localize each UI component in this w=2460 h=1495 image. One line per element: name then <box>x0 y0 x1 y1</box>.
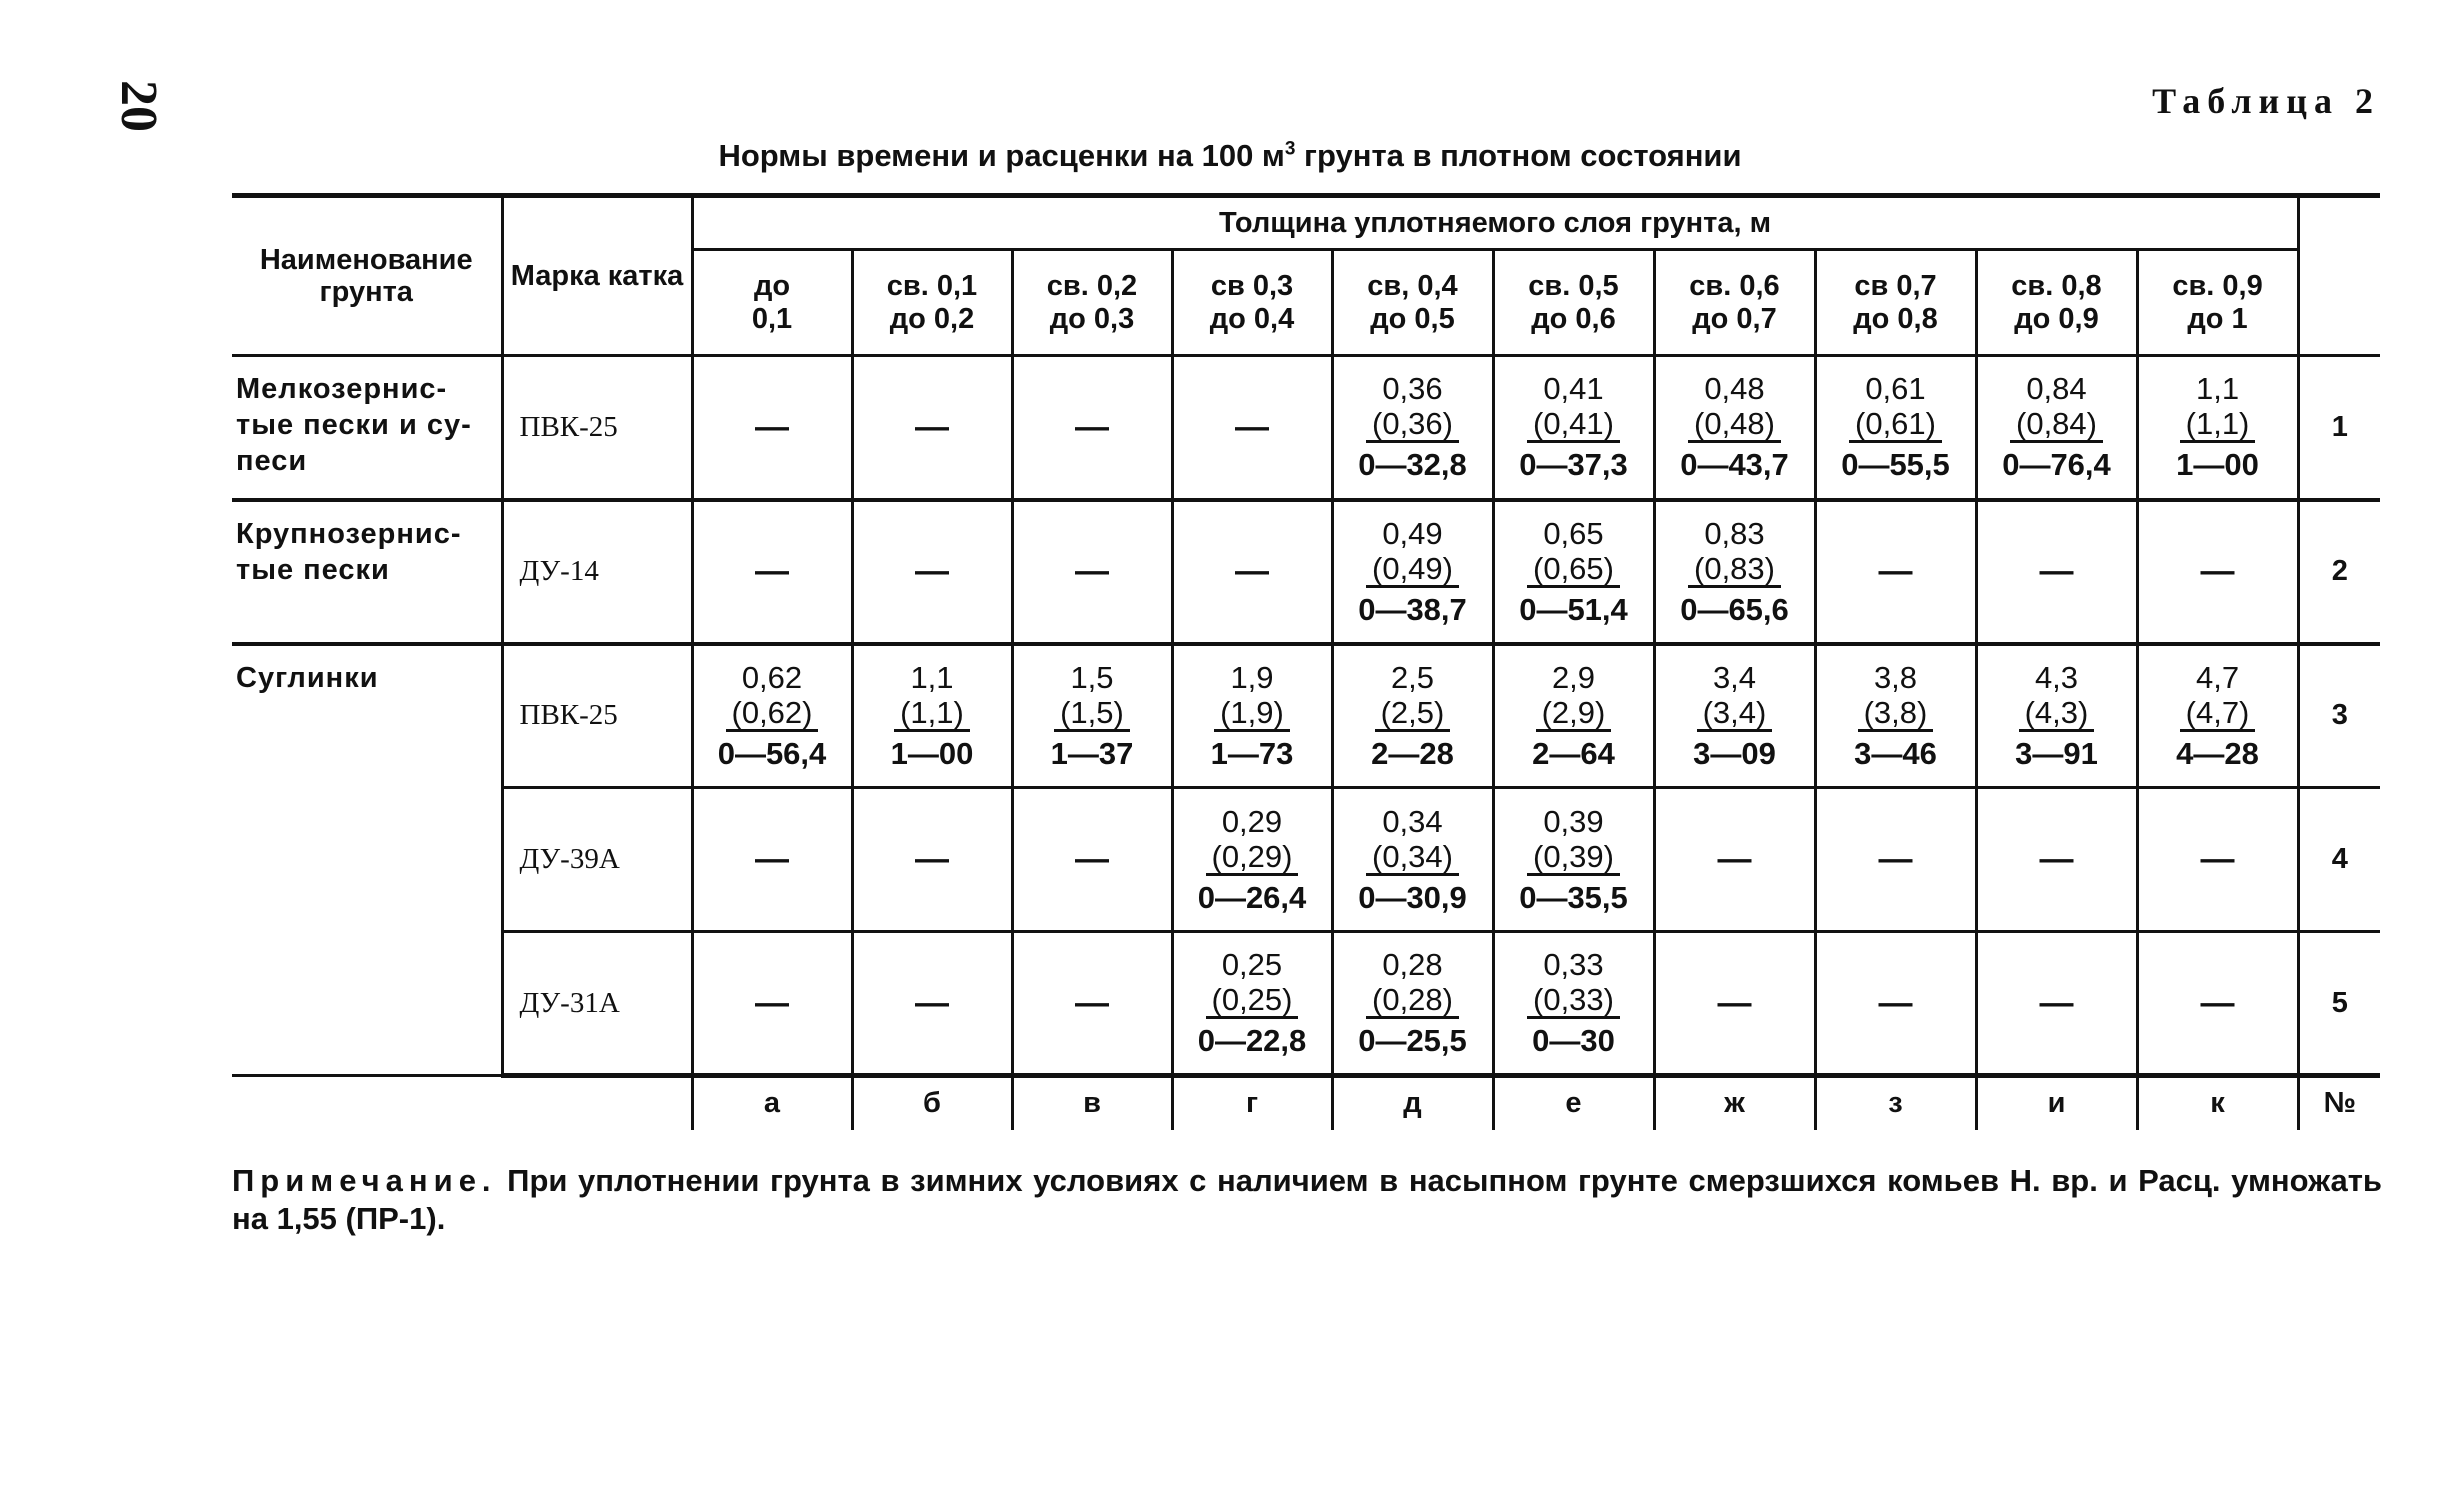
norm-value <box>1198 947 1307 1059</box>
empty-dash: — <box>1878 552 1913 590</box>
time-norm-paren: (3,8) <box>1858 697 1934 732</box>
value-cell <box>1493 932 1654 1076</box>
value-cell <box>1654 500 1815 644</box>
column-header-line1: св. 0,9 <box>2172 269 2263 302</box>
column-header-1 <box>692 250 852 356</box>
norm-value <box>2002 371 2111 483</box>
time-norm: 0,83 <box>1704 515 1765 551</box>
value-cell <box>1976 356 2137 500</box>
time-norm-paren: (0,84) <box>2010 408 2103 443</box>
value-cell <box>1012 500 1172 644</box>
column-letter: з <box>1815 1076 1976 1130</box>
norm-value <box>2176 371 2259 483</box>
header-thickness: Толщина уплотняемого слоя грунта, м <box>692 196 2298 250</box>
value-cell <box>1172 500 1332 644</box>
value-cell <box>1654 932 1815 1076</box>
time-norm: 0,34 <box>1382 803 1443 839</box>
empty-dash: — <box>1235 552 1269 590</box>
norm-value <box>1358 516 1467 628</box>
value-cell <box>2137 356 2298 500</box>
norm-value <box>1680 371 1789 483</box>
rate-price: 0—25,5 <box>1358 1023 1467 1058</box>
value-cell <box>1815 500 1976 644</box>
rate-price: 2—64 <box>1532 735 1615 771</box>
norm-value <box>1519 804 1628 916</box>
table-caption <box>230 138 2230 174</box>
norm-value <box>891 660 974 772</box>
value-cell <box>692 932 852 1076</box>
empty-dash: — <box>915 407 949 446</box>
time-norm: 2,9 <box>1551 659 1596 695</box>
column-header-line1: св. 0,2 <box>1046 269 1138 302</box>
time-norm: 0,62 <box>741 659 803 695</box>
empty-dash: — <box>755 407 789 446</box>
time-norm: 0,65 <box>1543 515 1604 551</box>
time-norm: 3,8 <box>1873 659 1918 695</box>
norm-value <box>1358 371 1467 483</box>
time-norm-paren: (0,49) <box>1366 553 1459 588</box>
row-number: 5 <box>2298 932 2380 1076</box>
time-norm: 0,61 <box>1865 371 1926 407</box>
value-cell <box>2137 500 2298 644</box>
column-letter: в <box>1012 1076 1172 1130</box>
empty-dash: — <box>1717 840 1752 878</box>
time-norm-paren: (0,33) <box>1527 984 1620 1019</box>
column-header-8 <box>1815 250 1976 356</box>
rate-price: 0—55,5 <box>1841 447 1950 483</box>
column-header-line1: св. 0,1 <box>886 269 978 302</box>
time-norm-paren: (0,28) <box>1366 984 1459 1019</box>
column-header-line2: до 0,5 <box>1370 302 1455 335</box>
time-norm-paren: (0,29) <box>1206 841 1299 876</box>
value-cell <box>1654 644 1815 788</box>
time-norm-paren: (0,48) <box>1688 408 1781 443</box>
table-label: Таблица 2 <box>2152 81 2380 121</box>
table-body <box>232 196 2380 1130</box>
soil-name: Суглинки <box>236 661 379 694</box>
empty-dash: — <box>2039 983 2074 1022</box>
row-number: 4 <box>2298 788 2380 932</box>
rate-price: 0—37,3 <box>1519 447 1628 483</box>
time-norm-paren: (0,39) <box>1527 841 1620 876</box>
note-lead: Примечание. <box>232 1163 497 1198</box>
rate-price: 1—00 <box>890 735 974 771</box>
time-norm: 2,5 <box>1390 659 1435 695</box>
time-norm: 0,39 <box>1543 803 1604 839</box>
time-norm-paren: (0,62) <box>726 697 819 732</box>
value-cell <box>1654 788 1815 932</box>
value-cell <box>2137 788 2298 932</box>
column-letter: б <box>852 1076 1012 1130</box>
empty-dash: — <box>2200 552 2235 590</box>
time-norm-paren: (0,34) <box>1366 841 1459 876</box>
norm-value <box>1680 516 1789 628</box>
table-row <box>232 788 2380 932</box>
norm-value <box>1693 660 1776 772</box>
value-cell <box>1976 644 2137 788</box>
value-cell <box>852 500 1012 644</box>
value-cell <box>1815 356 1976 500</box>
rate-price: 4—28 <box>2176 735 2259 771</box>
column-header-2 <box>852 250 1012 356</box>
time-norm: 0,84 <box>2026 371 2087 407</box>
letters-blank <box>502 1076 692 1130</box>
column-header-4 <box>1172 250 1332 356</box>
roller-mark: ПВК-25 <box>502 356 692 500</box>
rate-price: 0—26,4 <box>1197 879 1307 915</box>
norm-value <box>1532 660 1615 772</box>
norm-value <box>1371 660 1454 772</box>
time-norm: 1,9 <box>1230 659 1274 695</box>
norm-value <box>1519 371 1628 483</box>
norm-value <box>1841 371 1950 483</box>
row-number: 1 <box>2298 356 2380 500</box>
empty-dash: — <box>1075 407 1109 446</box>
value-cell <box>692 356 852 500</box>
time-norm-paren: (1,1) <box>894 697 970 732</box>
empty-dash: — <box>1075 840 1109 878</box>
time-norm-paren: (0,83) <box>1688 553 1781 588</box>
empty-dash: — <box>1075 552 1109 590</box>
column-header-line2: до 0,3 <box>1049 302 1135 335</box>
time-norm: 0,49 <box>1382 515 1443 551</box>
column-header-line2: до 0,6 <box>1531 302 1616 335</box>
value-cell <box>1332 644 1493 788</box>
header-soil-name: Наименование грунта <box>232 196 502 356</box>
table-row <box>232 644 2380 788</box>
time-norm: 0,41 <box>1543 371 1604 407</box>
value-cell <box>1493 788 1654 932</box>
time-norm: 0,28 <box>1382 947 1443 982</box>
column-header-line2: до 0,8 <box>1853 302 1938 335</box>
letters-blank <box>232 1076 502 1130</box>
caption-text: Нормы времени и расценки на 100 м <box>718 138 1285 173</box>
time-norm: 1,1 <box>910 659 954 695</box>
column-letter: г <box>1172 1076 1332 1130</box>
norm-value <box>1051 660 1134 772</box>
column-header-7 <box>1654 250 1815 356</box>
rate-price: 0—76,4 <box>2002 447 2111 483</box>
value-cell <box>1172 788 1332 932</box>
table-row <box>232 356 2380 500</box>
time-norm-paren: (4,7) <box>2180 697 2256 732</box>
norms-table <box>232 193 2380 1130</box>
column-header-line1: св 0,3 <box>1210 269 1294 302</box>
value-cell <box>1012 932 1172 1076</box>
norm-value <box>1527 947 1620 1059</box>
value-cell <box>852 932 1012 1076</box>
table-row <box>232 500 2380 644</box>
rate-price: 0—22,8 <box>1197 1023 1307 1058</box>
time-norm-paren: (0,65) <box>1527 553 1620 588</box>
rate-price: 1—73 <box>1210 735 1294 771</box>
value-cell <box>1493 356 1654 500</box>
header-num-blank <box>2298 196 2380 356</box>
time-norm: 0,36 <box>1382 371 1443 407</box>
rate-price: 0—38,7 <box>1358 591 1467 627</box>
value-cell <box>692 500 852 644</box>
column-header-line2: до 0,7 <box>1692 302 1777 335</box>
letters-row <box>232 1076 2380 1130</box>
norm-value <box>1358 804 1467 916</box>
time-norm: 4,7 <box>2195 659 2240 695</box>
row-number: 3 <box>2298 644 2380 788</box>
number-sign: № <box>2298 1076 2380 1130</box>
time-norm: 0,29 <box>1221 803 1283 839</box>
table-note <box>232 1162 2382 1238</box>
page-number: 20 <box>110 80 167 132</box>
value-cell <box>852 356 1012 500</box>
time-norm: 0,48 <box>1704 371 1765 407</box>
norm-value <box>1358 947 1467 1059</box>
roller-mark: ДУ-31А <box>502 932 692 1076</box>
value-cell <box>1493 500 1654 644</box>
value-cell <box>1493 644 1654 788</box>
time-norm: 0,25 <box>1221 947 1283 982</box>
norm-value <box>1198 804 1307 916</box>
value-cell <box>1172 644 1332 788</box>
value-cell <box>1976 932 2137 1076</box>
column-header-line2: до 0,4 <box>1209 302 1295 335</box>
empty-dash: — <box>755 840 789 878</box>
empty-dash: — <box>915 840 949 878</box>
rate-price: 0—65,6 <box>1680 591 1789 627</box>
rate-price: 0—30 <box>1532 1023 1615 1058</box>
empty-dash: — <box>915 983 949 1022</box>
value-cell <box>1815 644 1976 788</box>
empty-dash: — <box>1075 983 1109 1022</box>
empty-dash: — <box>755 983 789 1022</box>
column-letter: к <box>2137 1076 2298 1130</box>
rate-price: 3—91 <box>2015 735 2098 771</box>
value-cell <box>1976 788 2137 932</box>
time-norm-paren: (1,1) <box>2180 408 2256 443</box>
norm-value <box>1211 660 1294 772</box>
rate-price: 0—35,5 <box>1519 879 1628 915</box>
value-cell <box>852 644 1012 788</box>
column-header-line1: до <box>753 269 791 302</box>
empty-dash: — <box>1717 983 1752 1022</box>
time-norm-paren: (4,3) <box>2019 697 2095 732</box>
rate-price: 1—37 <box>1050 735 1134 771</box>
roller-mark: ДУ-14 <box>502 500 692 644</box>
column-letter: д <box>1332 1076 1493 1130</box>
column-header-line2: до 0,2 <box>889 302 975 335</box>
value-cell <box>692 788 852 932</box>
soil-name-cell <box>232 644 502 1076</box>
norm-value <box>2176 660 2259 772</box>
value-cell <box>852 788 1012 932</box>
rate-price: 0—56,4 <box>717 735 827 771</box>
time-norm-paren: (0,25) <box>1206 984 1299 1019</box>
header-row-1 <box>232 196 2380 250</box>
time-norm-paren: (0,41) <box>1527 408 1620 443</box>
rate-price: 1—00 <box>2176 447 2259 483</box>
column-header-3 <box>1012 250 1172 356</box>
rate-price: 3—46 <box>1854 735 1937 771</box>
time-norm-paren: (2,5) <box>1375 697 1451 732</box>
empty-dash: — <box>1878 840 1913 878</box>
column-header-line1: св 0,7 <box>1854 269 1937 302</box>
norm-value <box>1519 516 1628 628</box>
time-norm: 3,4 <box>1712 659 1757 695</box>
column-letter: ж <box>1654 1076 1815 1130</box>
empty-dash: — <box>2039 552 2074 590</box>
time-norm: 4,3 <box>2034 659 2079 695</box>
time-norm: 1,5 <box>1070 659 1114 695</box>
column-header-line1: св. 0,8 <box>2011 269 2102 302</box>
column-letter: и <box>1976 1076 2137 1130</box>
empty-dash: — <box>1878 983 1913 1022</box>
header-roller-mark: Марка катка <box>502 196 692 356</box>
time-norm-paren: (1,9) <box>1214 697 1290 732</box>
value-cell <box>1654 356 1815 500</box>
value-cell <box>1332 356 1493 500</box>
empty-dash: — <box>915 552 949 590</box>
roller-mark: ДУ-39А <box>502 788 692 932</box>
rate-price: 0—30,9 <box>1358 879 1467 915</box>
empty-dash: — <box>755 552 789 590</box>
rate-price: 0—32,8 <box>1358 447 1467 483</box>
value-cell <box>2137 644 2298 788</box>
soil-name: Мелкозернис- тые пески и су- песи <box>236 373 472 477</box>
empty-dash: — <box>2200 983 2235 1022</box>
time-norm-paren: (0,36) <box>1366 408 1459 443</box>
value-cell <box>1332 932 1493 1076</box>
roller-mark: ПВК-25 <box>502 644 692 788</box>
soil-name: Крупнозернис- тые пески <box>236 517 462 586</box>
value-cell <box>1332 500 1493 644</box>
time-norm: 1,1 <box>2195 371 2240 407</box>
column-header-10 <box>2137 250 2298 356</box>
column-header-line1: св, 0,4 <box>1367 269 1458 302</box>
empty-dash: — <box>1235 407 1269 446</box>
time-norm-paren: (3,4) <box>1697 697 1773 732</box>
table-row <box>232 932 2380 1076</box>
value-cell <box>1976 500 2137 644</box>
norm-value <box>1854 660 1937 772</box>
caption-rest: грунта в плотном состоянии <box>1295 138 1742 173</box>
value-cell <box>2137 932 2298 1076</box>
value-cell <box>1012 644 1172 788</box>
value-cell <box>1172 932 1332 1076</box>
column-header-line1: св. 0,6 <box>1689 269 1780 302</box>
column-header-line2: до 0,9 <box>2014 302 2099 335</box>
time-norm-paren: (2,9) <box>1536 697 1612 732</box>
value-cell <box>692 644 852 788</box>
note-text: При уплотнении грунта в зимних условиях с наличием в насыпном грунте смерзшихся комьев Н. вр. и Расц. умножать на 1,55 (ПР-1). <box>232 1163 2382 1236</box>
norm-value <box>718 660 827 772</box>
value-cell <box>1815 788 1976 932</box>
rate-price: 0—51,4 <box>1519 591 1628 627</box>
column-header-line2: 0,1 <box>751 302 793 335</box>
column-header-line2: до 1 <box>2187 302 2248 335</box>
value-cell <box>1815 932 1976 1076</box>
soil-name-cell <box>232 356 502 500</box>
column-header-line1: св. 0,5 <box>1528 269 1619 302</box>
row-number: 2 <box>2298 500 2380 644</box>
column-letter: а <box>692 1076 852 1130</box>
norm-value <box>2015 660 2098 772</box>
value-cell <box>1012 356 1172 500</box>
caption-superscript: 3 <box>1284 138 1296 160</box>
empty-dash: — <box>2200 840 2235 878</box>
column-letter: е <box>1493 1076 1654 1130</box>
time-norm: 0,33 <box>1543 947 1604 982</box>
time-norm-paren: (1,5) <box>1054 697 1130 732</box>
value-cell <box>1012 788 1172 932</box>
value-cell <box>1172 356 1332 500</box>
rate-price: 0—43,7 <box>1680 447 1789 483</box>
time-norm-paren: (0,61) <box>1849 408 1942 443</box>
rate-price: 3—09 <box>1693 735 1776 771</box>
column-header-5 <box>1332 250 1493 356</box>
value-cell <box>1332 788 1493 932</box>
column-header-6 <box>1493 250 1654 356</box>
soil-name-cell <box>232 500 502 644</box>
empty-dash: — <box>2039 840 2074 878</box>
rate-price: 2—28 <box>1371 735 1454 771</box>
column-header-9 <box>1976 250 2137 356</box>
